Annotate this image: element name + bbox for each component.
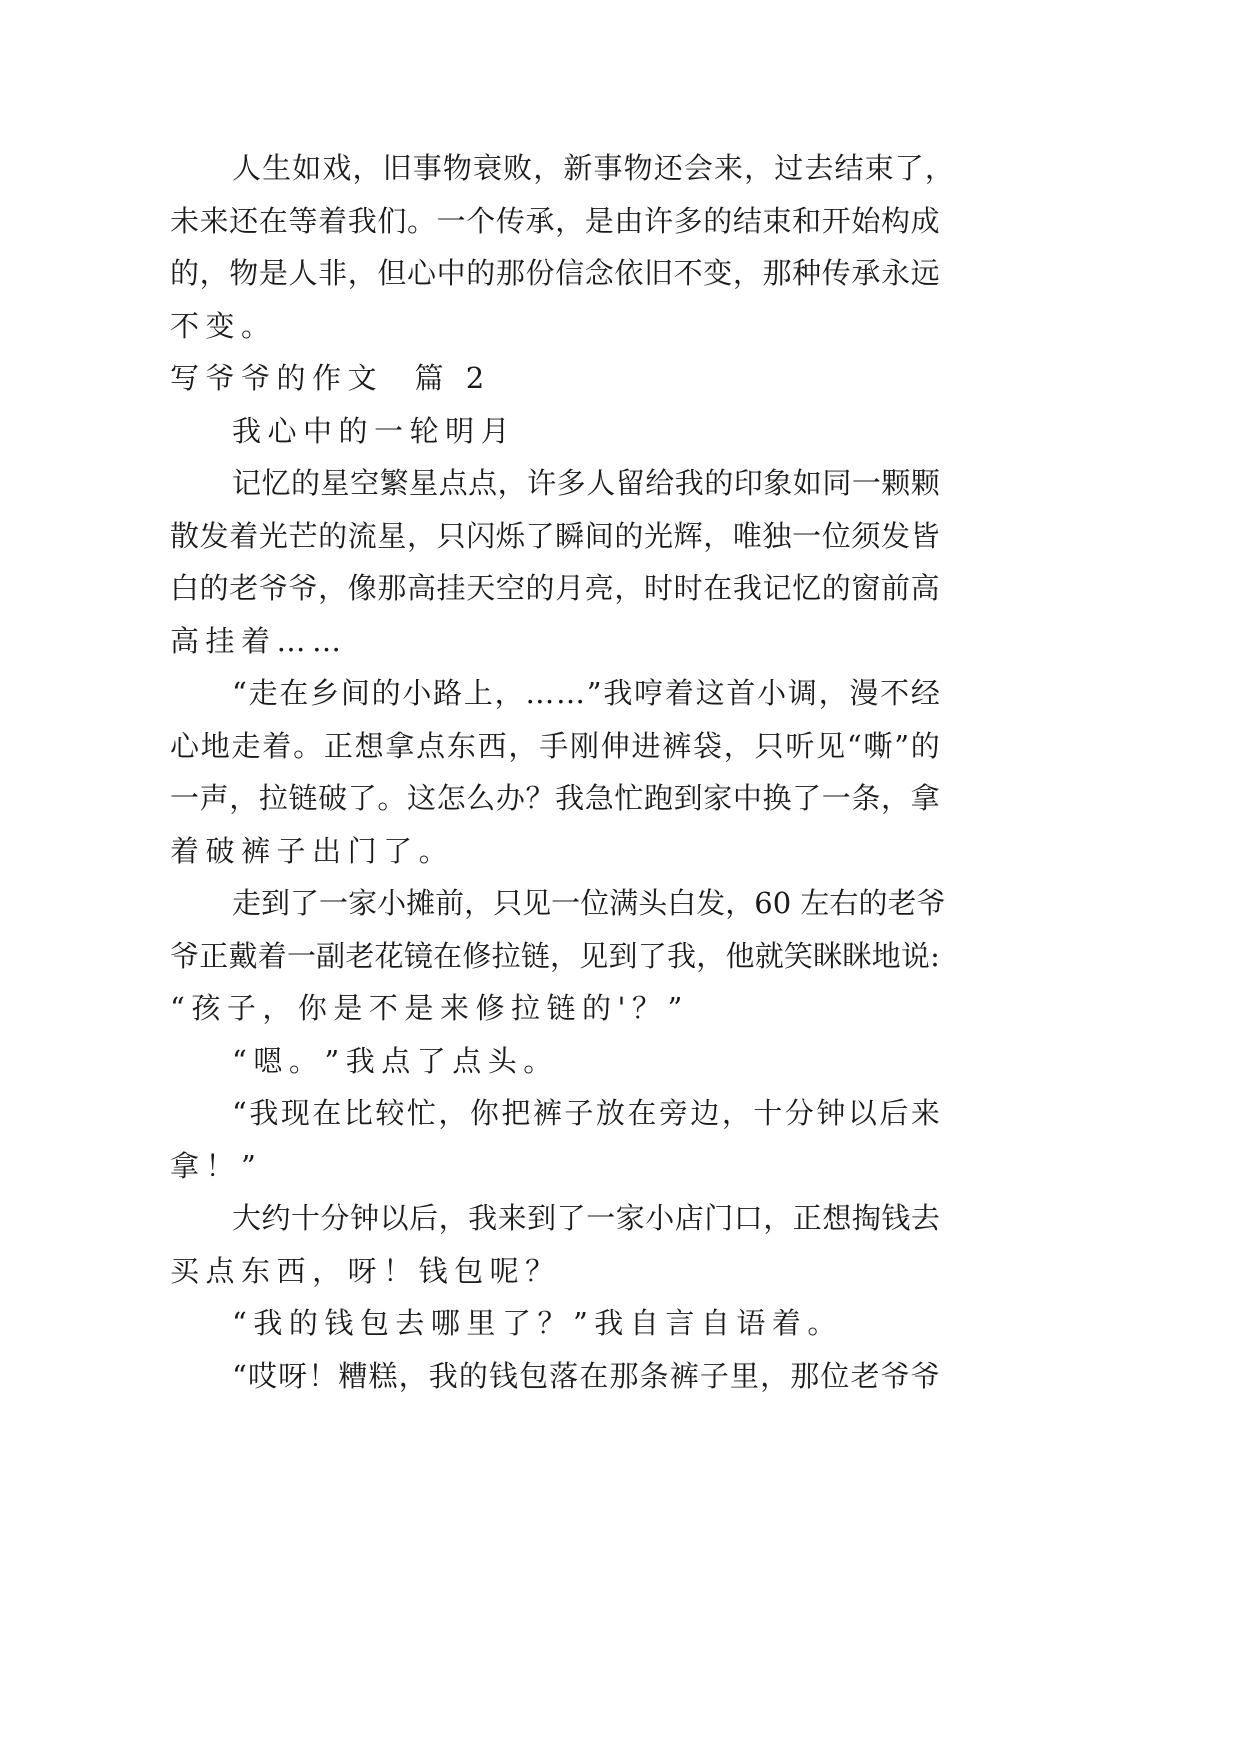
paragraph-line: 记 忆 的 星 空 繁 星 点 点 ， 许 多 人 留 给 我 的 印 象 如 同 一 颗 颗 [232,466,940,500]
paragraph-line: “ 嗯 。 ” 我 点 了 点 头 。 [232,1044,553,1078]
paragraph-line: 心 地 走 着 。 正 想 拿 点 东 西 ， 手 刚 伸 进 裤 袋 ， 只 听 见 “ 嘶 ” 的 [170,729,940,763]
paragraph-line: “ 我 现 在 比 较 忙 ， 你 把 裤 子 放 在 旁 边 ， 十 分 钟 以 后 来 [232,1096,940,1130]
section-heading: 写 爷 爷 的 作 文 篇 2 [170,361,485,395]
paragraph-line: “ 我 的 钱 包 去 哪 里 了 ？ ” 我 自 言 自 语 着 。 [232,1306,837,1340]
paragraph-line: 爷 正 戴 着 一 副 老 花 镜 在 修 拉 链 ， 见 到 了 我 ， 他 就 笑 眯 眯 地 说 : [170,939,940,973]
paragraph-line: 不 变 。 [170,309,271,343]
paragraph-line: 走 到 了 一 家 小 摊 前 ， 只 见 一 位 满 头 白 发 ， 6 0 左 右 的 老 爷 [232,886,946,920]
paragraph-line: 着 破 裤 子 出 门 了 。 [170,834,448,868]
paragraph-line: 的 ， 物 是 人 非 ， 但 心 中 的 那 份 信 念 依 旧 不 变 ， 那 种 传 承 永 远 [170,256,940,290]
paragraph-line: 散 发 着 光 芒 的 流 星 ， 只 闪 烁 了 瞬 间 的 光 辉 ， 唯 独 一 位 须 发 皆 [170,519,940,553]
paragraph-line: 买 点 东 西 ， 呀 ！ 钱 包 呢 ？ [170,1254,555,1288]
paragraph-line: 人 生 如 戏 ， 旧 事 物 衰 败 ， 新 事 物 还 会 来 ， 过 去 结 束 了 ， [232,151,954,185]
paragraph-line: 拿 ！ ” [170,1149,256,1183]
paragraph-line: 高 挂 着 … … [170,624,342,658]
paragraph-line: 大 约 十 分 钟 以 后 ， 我 来 到 了 一 家 小 店 门 口 ， 正 想 掏 钱 去 [232,1201,940,1235]
paragraph-line: 一 声 ， 拉 链 破 了 。 这 怎 么 办 ？ 我 急 忙 跑 到 家 中 换 了 一 条 ， 拿 [170,781,940,815]
paragraph-line: “ 哎 呀 ！ 糟 糕 ， 我 的 钱 包 落 在 那 条 裤 子 里 ， 那 位 老 爷 爷 [232,1359,940,1393]
paragraph-line: “ 孩 子 ， 你 是 不 是 来 修 拉 链 的 ' ？ ” [170,991,683,1025]
paragraph-line: 未 来 还 在 等 着 我 们 。 一 个 传 承 ， 是 由 许 多 的 结 束 和 开 始 构 成 [170,204,940,238]
article-title: 我 心 中 的 一 轮 明 月 [232,414,510,448]
paragraph-line: 白 的 老 爷 爷 ， 像 那 高 挂 天 空 的 月 亮 ， 时 时 在 我 记 忆 的 窗 前 高 [170,571,940,605]
paragraph-line: “ 走 在 乡 间 的 小 路 上 ， … … ” 我 哼 着 这 首 小 调 ， 漫 不 经 [232,676,940,710]
